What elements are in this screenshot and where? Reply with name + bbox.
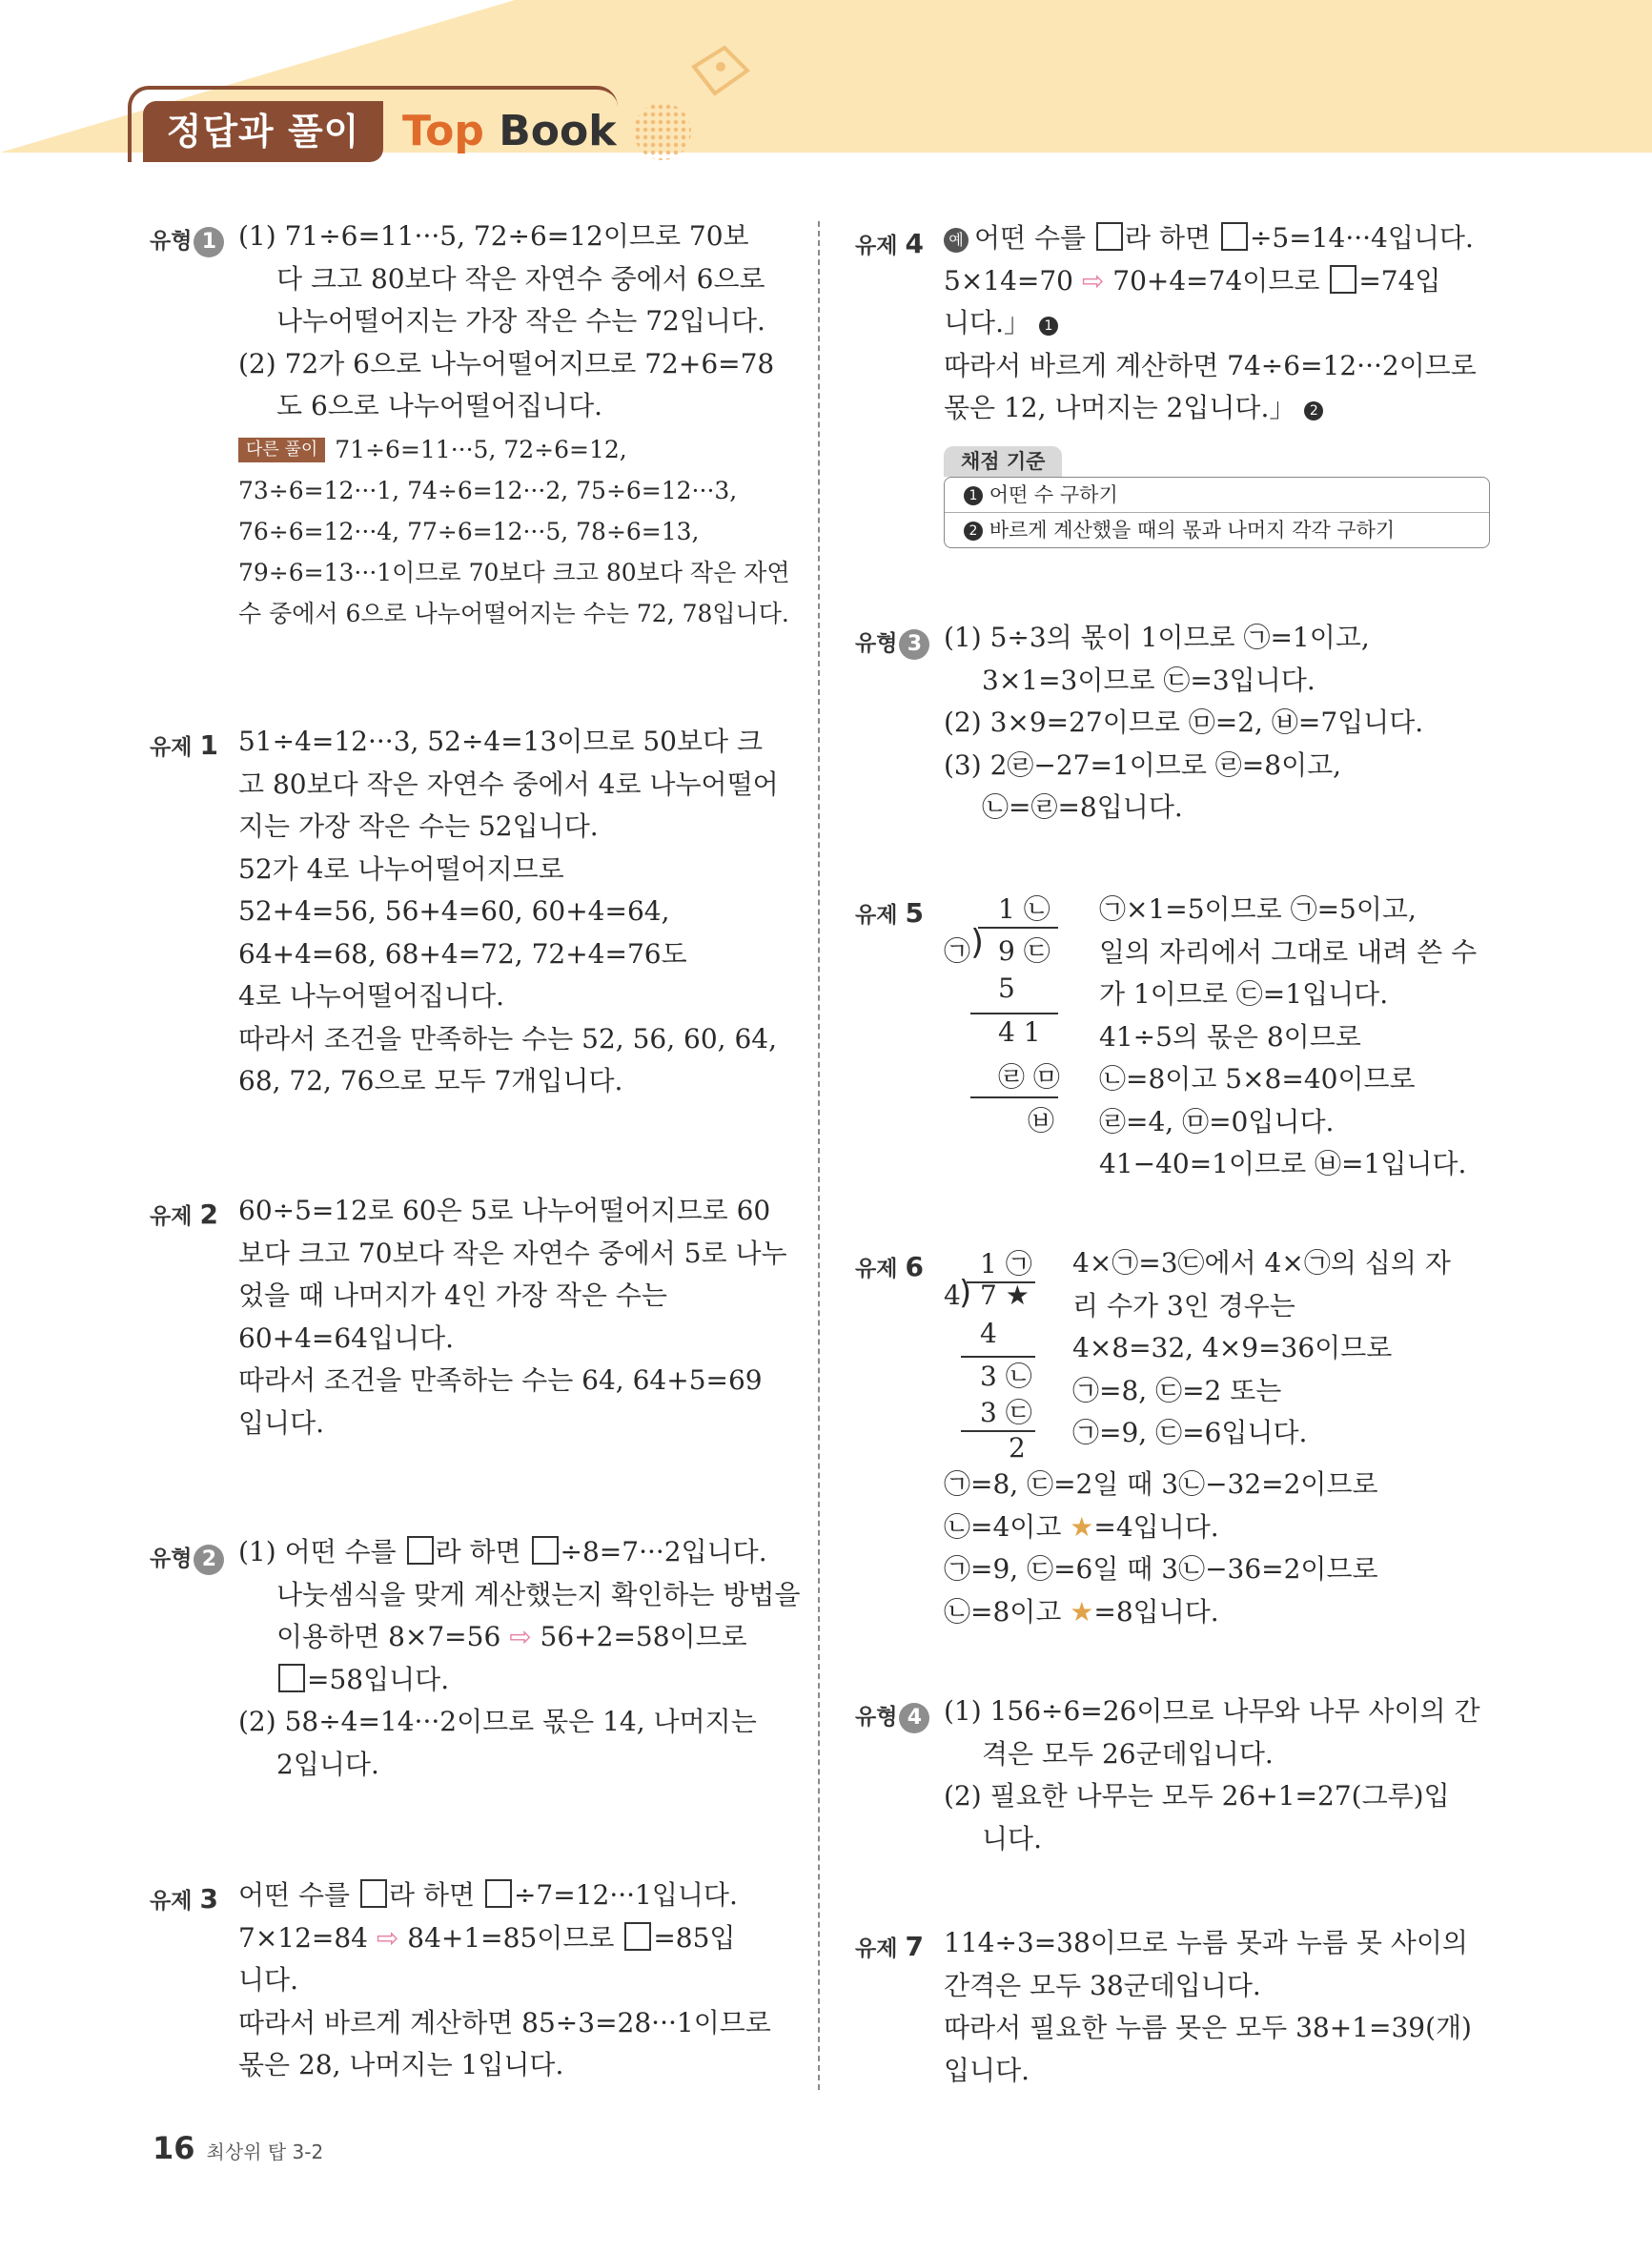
remainder-2: 2: [1009, 1432, 1026, 1464]
text-line: 41÷5의 몫은 8이므로: [1099, 1020, 1361, 1053]
type-1-body: [238, 215, 774, 428]
text-line: (1) 71÷6=11···5, 72÷6=12이므로 70보: [238, 220, 749, 252]
text-line: 따라서 조건을 만족하는 수는 64, 64+5=69: [238, 1364, 763, 1396]
text-line: 73÷6=12···1, 74÷6=12···2, 75÷6=12···3,: [238, 477, 738, 504]
text-line: 리 수가 3인 경우는: [1072, 1289, 1295, 1321]
practice-4-body: [944, 217, 1477, 430]
text-segment: 어떤 수를: [238, 1879, 358, 1911]
grading-item: [945, 478, 1489, 512]
text-line: 간격은 모두 38군데입니다.: [944, 1969, 1261, 2001]
text-line: 도 6으로 나누어떨어집니다.: [276, 390, 603, 421]
practice-7-label: 유제 7: [855, 1931, 924, 1962]
blank-box: [278, 1664, 305, 1692]
text-line: (2) 3×9=27이므로 ㉤=2, ㉥=7입니다.: [944, 707, 1424, 738]
blank-box: [360, 1879, 387, 1908]
practice-3-label: 유제 3: [150, 1883, 218, 1915]
text-segment: 몫은 12, 나머지는 2입니다.」: [944, 392, 1296, 423]
text-line: (2) 58÷4=14···2이므로 몫은 14, 나머지는: [238, 1706, 757, 1737]
text-segment: 니다.」: [944, 307, 1030, 338]
type-3-label: 유형 3: [855, 625, 929, 660]
text-line: ㉠=8, ㉢=2일 때 3㉡−32=2이므로: [944, 1468, 1378, 1500]
text-segment: =85입: [653, 1921, 736, 1954]
practice-1-body: [238, 721, 779, 1103]
dividend: 7 ★: [980, 1280, 1030, 1311]
text-line: 3×1=3이므로 ㉢=3입니다.: [982, 664, 1315, 696]
text-segment: 56+2=58이므로: [531, 1621, 747, 1652]
text-line: 41−40=1이므로 ㉥=1입니다.: [1099, 1148, 1467, 1179]
text-line: 고 80보다 작은 자연수 중에서 4로 나누어떨어: [238, 768, 779, 800]
subtract-line: [970, 1013, 1058, 1014]
practice-4-label: 유제 4: [855, 228, 924, 259]
grading-item-text: 바르게 계산했을 때의 몫과 나머지 각각 구하기: [989, 519, 1396, 542]
quotient: 1 ㉡: [998, 893, 1050, 925]
divisor: ㉠: [944, 935, 971, 967]
book-title-book: Book: [483, 107, 617, 155]
step-marker: 1: [1039, 317, 1058, 336]
text-line: (2) 72가 6으로 나누어떨어지므로 72+6=78: [238, 347, 775, 379]
text-line: (2) 필요한 나무는 모두 26+1=27(그루)입: [944, 1780, 1450, 1812]
text-line: 2입니다.: [276, 1748, 379, 1780]
type-1-label: 유형 1: [150, 223, 224, 257]
text-line: 따라서 바르게 계산하면 85÷3=28···1이므로: [238, 2006, 771, 2038]
blank-box: [485, 1879, 512, 1908]
text-line: 79÷6=13···1이므로 70보다 크고 80보다 작은 자연: [238, 559, 790, 586]
text-segment: 이용하면 8×7=56: [276, 1621, 510, 1652]
text-line: (1) 156÷6=26이므로 나무와 나무 사이의 간: [944, 1695, 1480, 1727]
practice-2-label: 유제 2: [150, 1198, 218, 1230]
text-line: 114÷3=38이므로 누름 못과 누름 못 사이의: [944, 1927, 1468, 1958]
type-2-body: [238, 1531, 801, 1786]
grading-criteria: [944, 446, 1490, 548]
grading-item-text: 어떤 수 구하기: [989, 483, 1118, 506]
blank-box: [624, 1922, 651, 1951]
text-line: 몫은 28, 나머지는 1입니다.: [238, 2049, 564, 2080]
text-segment: ÷5=14···4입니다.: [1249, 222, 1474, 254]
practice-5-label: 유제 5: [855, 897, 924, 929]
blank-box: [407, 1536, 434, 1565]
grading-item: [945, 512, 1489, 547]
text-line: 4×8=32, 4×9=36이므로: [1072, 1332, 1393, 1363]
practice-2-body: [238, 1190, 787, 1444]
grading-box: [944, 477, 1490, 548]
divisor: 4: [944, 1280, 961, 1311]
text-segment: 라 하면: [435, 1536, 530, 1567]
subtract-1: 5: [998, 973, 1015, 1004]
dots-decoration: [634, 103, 691, 160]
division-bar: [978, 927, 1058, 929]
text-line: 52가 4로 나누어떨어지므로: [238, 852, 564, 885]
text-line: ㉠=8, ㉢=2 또는: [1072, 1374, 1282, 1406]
remainder-1: 3 ㉡: [980, 1361, 1032, 1392]
right-arrow-icon: ⇨: [376, 1921, 399, 1954]
practice-1-label: 유제 1: [150, 729, 218, 761]
text-segment: =4입니다.: [1093, 1510, 1219, 1543]
practice-6-body: [1072, 1242, 1451, 1455]
text-line: 보다 크고 70보다 작은 자연수 중에서 5로 나누: [238, 1237, 787, 1269]
text-segment: 7×12=84: [238, 1921, 377, 1954]
text-line: 일의 자리에서 그대로 내려 쓴 수: [1099, 935, 1478, 968]
text-line: ㉣=4, ㉤=0입니다.: [1099, 1105, 1335, 1137]
text-line: 68, 72, 76으로 모두 7개입니다.: [238, 1065, 623, 1096]
text-line: (1) 5÷3의 몫이 1이므로 ㉠=1이고,: [944, 622, 1370, 653]
right-arrow-icon: ⇨: [509, 1621, 532, 1652]
text-line: 51÷4=12···3, 52÷4=13이므로 50보다 크: [238, 726, 764, 757]
text-line: 입니다.: [944, 2054, 1030, 2086]
text-line: 따라서 조건을 만족하는 수는 52, 56, 60, 64,: [238, 1022, 777, 1055]
footer: [153, 2130, 323, 2166]
page-number: 16: [153, 2130, 195, 2166]
other-solution: [238, 429, 789, 634]
practice-7-body: [944, 1922, 1472, 2092]
book-title-top: Top: [402, 107, 484, 155]
text-line: 따라서 필요한 누름 못은 모두 38+1=39(개): [944, 2012, 1472, 2043]
text-line: 60÷5=12로 60은 5로 나누어떨어지므로 60: [238, 1195, 771, 1226]
text-line: 가 1이므로 ㉢=1입니다.: [1099, 978, 1389, 1010]
practice-6-label: 유제 6: [855, 1251, 924, 1282]
blank-box: [1221, 222, 1248, 251]
text-line: 수 중에서 6으로 나누어떨어지는 수는 72, 78입니다.: [238, 600, 789, 627]
text-segment: =58입니다.: [307, 1663, 450, 1695]
book-title: [402, 105, 616, 158]
text-line: 76÷6=12···4, 77÷6=12···5, 78÷6=13,: [238, 518, 700, 545]
type-4-body: [944, 1690, 1480, 1860]
star-icon: ★: [1070, 1595, 1094, 1628]
grading-title: 채점 기준: [944, 446, 1062, 477]
subtract-2: ㉣ ㉤: [998, 1061, 1060, 1093]
subtract-line: [970, 1096, 1058, 1098]
text-segment: 70+4=74이므로: [1104, 264, 1329, 297]
star-icon: ★: [1070, 1510, 1094, 1543]
text-line: 따라서 바르게 계산하면 74÷6=12···2이므로: [944, 349, 1477, 381]
text-line: ㉡=8이고 5×8=40이므로: [1099, 1063, 1416, 1095]
text-segment: 라 하면: [1125, 222, 1219, 254]
remainder-2: ㉥: [1028, 1105, 1055, 1137]
practice-5-body: [1099, 889, 1477, 1186]
footer-book-title: 최상위 탑 3-2: [206, 2140, 324, 2163]
text-line: 니다.: [238, 1964, 298, 1996]
division-bracket: ): [959, 1274, 972, 1312]
text-line: ㉡=㉣=8입니다.: [982, 791, 1183, 823]
text-segment: 84+1=85이므로: [398, 1921, 623, 1954]
text-segment: ÷8=7···2입니다.: [560, 1536, 767, 1567]
text-line: 지는 가장 작은 수는 52입니다.: [238, 810, 599, 842]
cheese-icon: [686, 38, 753, 105]
text-segment: 라 하면: [389, 1879, 483, 1911]
division-bracket: ): [970, 923, 985, 962]
type-2-label: 유형 2: [150, 1541, 224, 1575]
subtract-2: 3 ㉢: [980, 1397, 1032, 1428]
text-segment: 5×14=70: [944, 264, 1082, 297]
dividend: 9 ㉢: [998, 935, 1050, 967]
practice-3-body: [238, 1874, 771, 2087]
text-line: 52+4=56, 56+4=60, 60+4=64,: [238, 895, 670, 927]
text-line: ㉠=9, ㉢=6입니다.: [1072, 1417, 1308, 1448]
other-solution-tag: 다른 풀이: [238, 438, 325, 462]
text-line: 60+4=64입니다.: [238, 1321, 455, 1354]
text-line: 4×㉠=3㉢에서 4×㉠의 십의 자: [1072, 1247, 1451, 1279]
step-marker: 2: [1304, 401, 1323, 420]
text-segment: (1) 어떤 수를: [238, 1536, 405, 1567]
text-segment: ÷7=12···1입니다.: [513, 1879, 738, 1911]
text-segment: =8입니다.: [1093, 1595, 1219, 1628]
type-4-label: 유형 4: [855, 1699, 929, 1733]
remainder-1: 4 1: [998, 1016, 1041, 1048]
text-line: 니다.: [982, 1822, 1042, 1854]
example-mark: 예: [944, 228, 969, 253]
subtract-1: 4: [980, 1318, 997, 1349]
blank-box: [1330, 265, 1356, 294]
text-line: 나눗셈식을 맞게 계산했는지 확인하는 방법을: [276, 1578, 801, 1610]
step-marker: 2: [964, 522, 983, 541]
text-segment: ㉡=4이고: [944, 1510, 1071, 1543]
step-marker: 1: [964, 486, 983, 505]
quotient: 1 ㉠: [980, 1248, 1032, 1280]
text-line: 다 크고 80보다 작은 자연수 중에서 6으로: [276, 262, 765, 295]
text-line: 64+4=68, 68+4=72, 72+4=76도: [238, 937, 687, 970]
text-line: 71÷6=11···5, 72÷6=12,: [335, 436, 627, 463]
blank-box: [1096, 222, 1123, 251]
text-segment: 어떤 수를: [974, 222, 1094, 254]
column-divider: [818, 221, 820, 2090]
text-line: ㉠×1=5이므로 ㉠=5이고,: [1099, 893, 1417, 925]
text-line: 나누어떨어지는 가장 작은 수는 72입니다.: [276, 305, 765, 337]
text-line: 입니다.: [238, 1406, 325, 1439]
blank-box: [532, 1536, 559, 1565]
text-line: 격은 모두 26군데입니다.: [982, 1737, 1274, 1770]
right-arrow-icon: ⇨: [1081, 264, 1105, 297]
text-line: 었을 때 나머지가 4인 가장 작은 수는: [238, 1280, 667, 1311]
text-line: (3) 2㉣−27=1이므로 ㉣=8이고,: [944, 748, 1342, 781]
text-segment: =74입: [1358, 264, 1441, 297]
practice-6-cases: [944, 1464, 1378, 1633]
text-segment: ㉡=8이고: [944, 1595, 1071, 1628]
text-line: 4로 나누어떨어집니다.: [238, 980, 505, 1012]
text-line: ㉠=9, ㉢=6일 때 3㉡−36=2이므로: [944, 1553, 1378, 1585]
answers-badge: 정답과 풀이: [143, 101, 383, 162]
type-3-body: [944, 617, 1423, 830]
